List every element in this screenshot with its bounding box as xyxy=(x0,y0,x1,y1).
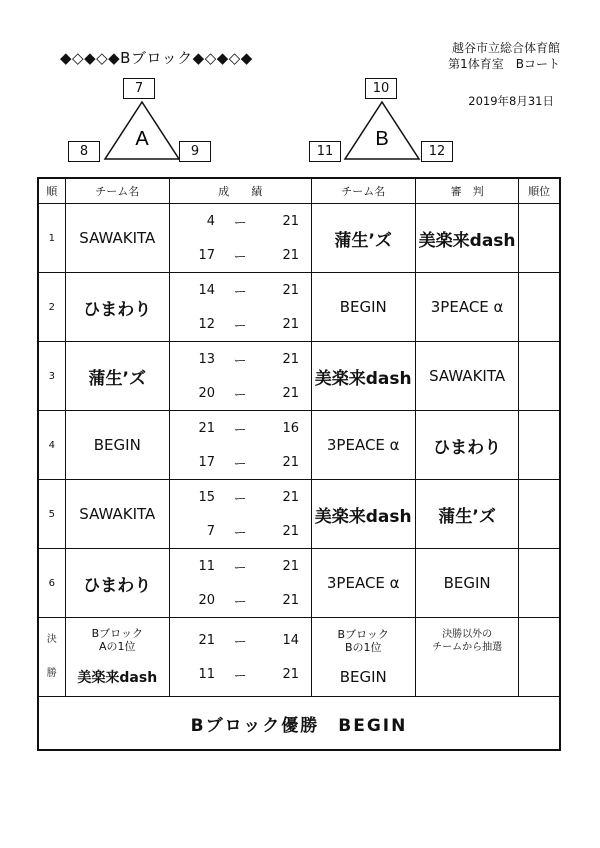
score-dash: ー xyxy=(233,668,247,684)
team1: ひまわり xyxy=(65,273,169,342)
score-cell xyxy=(169,273,311,342)
final-team2 xyxy=(311,618,415,697)
score-left: 12 xyxy=(198,316,215,332)
score-dash: ー xyxy=(233,318,247,334)
score-cell xyxy=(169,480,311,549)
final-team1-seed-2: Aの1位 xyxy=(99,640,136,653)
team2: 美楽来dash xyxy=(311,480,415,549)
score-left: 17 xyxy=(198,454,215,470)
score-right: 21 xyxy=(282,213,299,229)
group-b-label: B xyxy=(375,128,389,150)
score-left: 13 xyxy=(198,351,215,367)
game-no: 1 xyxy=(38,204,65,273)
referee: 蒲生’ズ xyxy=(415,480,518,549)
score-dash: ー xyxy=(233,560,247,576)
team1: SAWAKITA xyxy=(65,480,169,549)
score-left: 21 xyxy=(198,632,215,648)
referee: 3PEACE α xyxy=(415,273,518,342)
rank xyxy=(519,480,560,549)
rank xyxy=(519,618,560,697)
venue-name: 越谷市立総合体育館 xyxy=(451,41,560,55)
table-header-row xyxy=(38,178,560,204)
header-rank: 順位 xyxy=(519,178,560,204)
referee: 美楽来dash xyxy=(415,204,518,273)
score-cell xyxy=(169,411,311,480)
set1-score xyxy=(170,204,311,238)
score-dash: ー xyxy=(233,422,247,438)
score-dash: ー xyxy=(233,249,247,265)
score-right: 21 xyxy=(282,282,299,298)
score-right: 21 xyxy=(282,351,299,367)
set1-score xyxy=(170,549,311,583)
team2: 美楽来dash xyxy=(311,342,415,411)
group-a-triangle xyxy=(104,101,180,161)
score-right: 21 xyxy=(282,558,299,574)
set1-score xyxy=(170,411,311,445)
score-left: 11 xyxy=(198,666,215,682)
final-label-1: 決 xyxy=(46,634,57,645)
group-a-label: A xyxy=(135,128,149,150)
table-row xyxy=(38,411,560,480)
final-referee xyxy=(415,618,518,697)
game-no: 4 xyxy=(38,411,65,480)
score-left: 17 xyxy=(198,247,215,263)
final-row xyxy=(38,618,560,697)
rank xyxy=(519,204,560,273)
group-a-team-right: 9 xyxy=(179,141,211,162)
score-right: 21 xyxy=(282,316,299,332)
header-team2: チーム名 xyxy=(311,178,415,204)
final-referee-1: 決勝以外の xyxy=(442,629,493,640)
score-dash: ー xyxy=(233,491,247,507)
team1: ひまわり xyxy=(65,549,169,618)
score-cell xyxy=(169,204,311,273)
team2: BEGIN xyxy=(311,273,415,342)
score-left: 15 xyxy=(198,489,215,505)
final-label xyxy=(38,618,65,697)
set1-score xyxy=(170,480,311,514)
set2-score xyxy=(170,514,311,548)
block-winner: Bブロック優勝 BEGIN xyxy=(38,697,560,751)
set2-score xyxy=(170,445,311,479)
set1-score xyxy=(170,342,311,376)
rank xyxy=(519,342,560,411)
team2: 蒲生’ズ xyxy=(311,204,415,273)
score-left: 4 xyxy=(206,213,215,229)
header-no: 順 xyxy=(38,178,65,204)
score-dash: ー xyxy=(233,353,247,369)
score-left: 7 xyxy=(206,523,215,539)
set2-score xyxy=(170,583,311,617)
team1: BEGIN xyxy=(65,411,169,480)
score-right: 21 xyxy=(282,489,299,505)
score-left: 21 xyxy=(198,420,215,436)
game-no: 5 xyxy=(38,480,65,549)
set1-score xyxy=(170,273,311,307)
final-label-2: 勝 xyxy=(46,668,57,679)
game-no: 2 xyxy=(38,273,65,342)
score-dash: ー xyxy=(233,456,247,472)
schedule-table xyxy=(37,177,561,751)
score-right: 21 xyxy=(282,666,299,682)
set2-score xyxy=(170,307,311,341)
venue xyxy=(448,40,560,72)
set2-score xyxy=(170,376,311,410)
score-left: 14 xyxy=(198,282,215,298)
team2: 3PEACE α xyxy=(311,549,415,618)
game-no: 3 xyxy=(38,342,65,411)
set2-score xyxy=(170,238,311,272)
score-dash: ー xyxy=(233,284,247,300)
score-left: 20 xyxy=(198,592,215,608)
team2: 3PEACE α xyxy=(311,411,415,480)
referee: BEGIN xyxy=(415,549,518,618)
score-cell xyxy=(169,342,311,411)
table-row xyxy=(38,342,560,411)
group-b-triangle xyxy=(344,101,420,161)
score-right: 21 xyxy=(282,247,299,263)
final-referee-2: チームから抽選 xyxy=(432,642,503,653)
table-row xyxy=(38,549,560,618)
score-left: 20 xyxy=(198,385,215,401)
score-left: 11 xyxy=(198,558,215,574)
header-referee: 審 判 xyxy=(415,178,518,204)
game-no: 6 xyxy=(38,549,65,618)
table-row xyxy=(38,273,560,342)
set2-score xyxy=(170,657,311,691)
final-team2-name: BEGIN xyxy=(339,668,387,686)
score-dash: ー xyxy=(233,215,247,231)
group-b-team-left: 11 xyxy=(309,141,341,162)
final-team2-seed-1: Bブロック xyxy=(337,628,389,641)
score-right: 21 xyxy=(282,454,299,470)
final-team1-seed-1: Bブロック xyxy=(91,627,143,640)
rank xyxy=(519,273,560,342)
table-row xyxy=(38,480,560,549)
score-right: 21 xyxy=(282,385,299,401)
score-right: 16 xyxy=(282,420,299,436)
rank xyxy=(519,411,560,480)
score-cell xyxy=(169,549,311,618)
group-b-team-top: 10 xyxy=(365,78,397,99)
score-cell xyxy=(169,618,311,697)
final-team1-name: 美楽来dash xyxy=(77,670,158,686)
score-right: 21 xyxy=(282,592,299,608)
header-score: 成 績 xyxy=(169,178,311,204)
table-row xyxy=(38,204,560,273)
block-title: ◆◇◆◇◆Bブロック◆◇◆◇◆ xyxy=(60,49,253,67)
team1: 蒲生’ズ xyxy=(65,342,169,411)
score-dash: ー xyxy=(233,525,247,541)
set1-score xyxy=(170,623,311,657)
team1: SAWAKITA xyxy=(65,204,169,273)
final-team1 xyxy=(65,618,169,697)
score-dash: ー xyxy=(233,594,247,610)
final-team2-seed-2: Bの1位 xyxy=(344,641,382,654)
winner-row xyxy=(38,697,560,751)
group-a-team-top: 7 xyxy=(123,78,155,99)
venue-court: 第1体育室 Bコート xyxy=(448,57,560,71)
event-date: 2019年8月31日 xyxy=(468,94,554,108)
referee: ひまわり xyxy=(415,411,518,480)
referee: SAWAKITA xyxy=(415,342,518,411)
rank xyxy=(519,549,560,618)
group-b-team-right: 12 xyxy=(421,141,453,162)
score-right: 21 xyxy=(282,523,299,539)
header-team1: チーム名 xyxy=(65,178,169,204)
score-dash: ー xyxy=(233,387,247,403)
group-a-team-left: 8 xyxy=(68,141,100,162)
score-right: 14 xyxy=(282,632,299,648)
score-dash: ー xyxy=(233,634,247,650)
